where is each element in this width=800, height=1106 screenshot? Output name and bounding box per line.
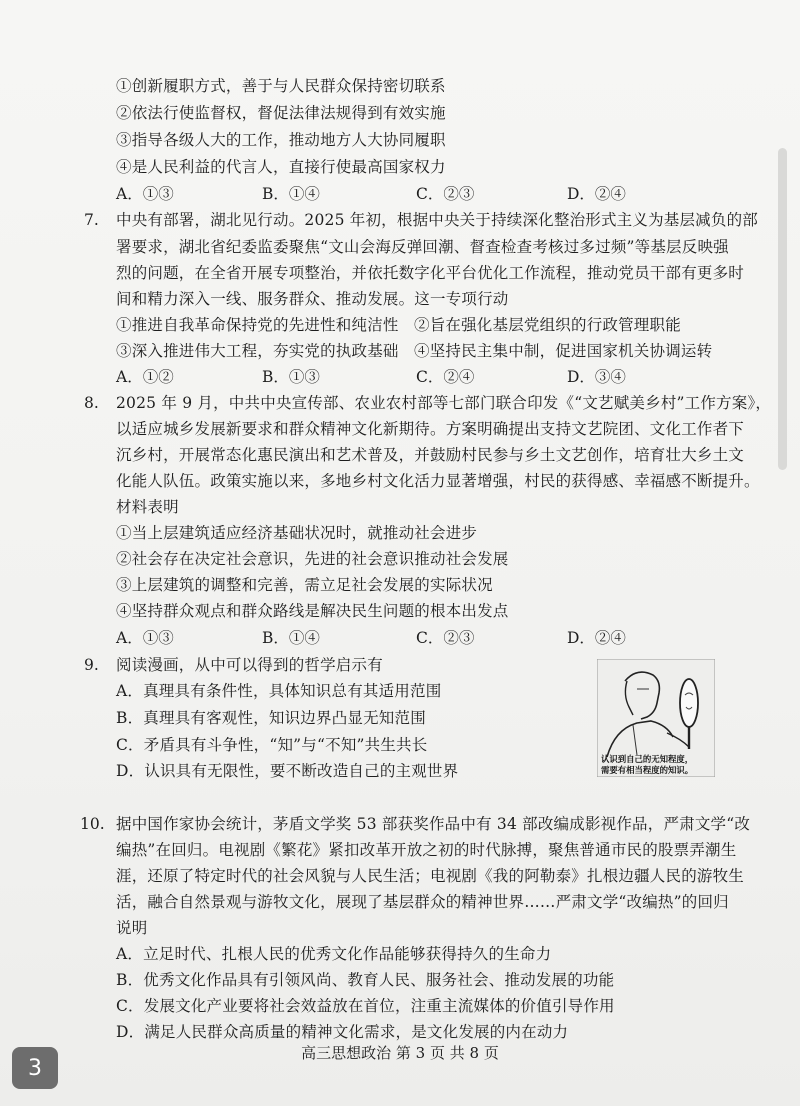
q8-option-c: C．②③ — [416, 629, 475, 647]
q8-stem-line: 材料表明 — [116, 498, 179, 516]
q8-option-d: D．②④ — [567, 629, 626, 647]
q8-statement-2: ②社会存在决定社会意识，先进的社会意识推动社会发展 — [116, 550, 509, 568]
q6-option-c: C．②③ — [416, 185, 475, 203]
q8-stem-line: 以适应城乡发展新要求和群众精神文化新期待。方案明确提出支持文艺院团、文化工作者下 — [116, 420, 745, 438]
q8-stem-line: 沉乡村，开展常态化惠民演出和艺术普及，并鼓励村民参与乡土文艺创作，培育壮大乡土文 — [116, 446, 745, 464]
q6-option-a: A．①③ — [116, 185, 174, 203]
q10-stem-line: 说明 — [116, 919, 148, 937]
q7-statement-1: ①推进自我革命保持党的先进性和纯洁性 — [116, 316, 399, 334]
q7-stem-line: 烈的问题，在全省开展专项整治，并依托数字化平台优化工作流程，推动党员干部有更多时 — [116, 264, 745, 282]
q10-option-a: A．立足时代、扎根人民的优秀文化作品能够获得持久的生命力 — [116, 945, 552, 963]
q9-stem: 阅读漫画，从中可以得到的哲学启示有 — [116, 656, 383, 674]
q7-stem-line: 间和精力深入一线、服务群众、推动发展。这一专项行动 — [116, 290, 509, 308]
q8-stem-line: 2025 年 9 月，中共中央宣传部、农业农村部等七部门联合印发《“文艺赋美乡村”工作方案》， — [116, 394, 772, 412]
q6-statement-4: ④是人民利益的代言人，直接行使最高国家权力 — [116, 158, 446, 176]
q8-stem-line: 化能人队伍。政策实施以来，多地乡村文化活力显著增强，村民的获得感、幸福感不断提升。 — [116, 472, 760, 490]
q8-statement-4: ④坚持群众观点和群众路线是解决民生问题的根本出发点 — [116, 602, 509, 620]
q7-statement-2: ②旨在强化基层党组织的行政管理职能 — [414, 316, 681, 334]
q7-number: 7. — [84, 211, 99, 229]
comic-caption-line-1: 认识到自己的无知程度， — [601, 754, 694, 764]
q9-number: 9. — [84, 656, 99, 674]
q6-statement-3: ③指导各级人大的工作，推动地方人大协同履职 — [116, 131, 446, 149]
q6-statement-2: ②依法行使监督权，督促法律法规得到有效实施 — [116, 104, 446, 122]
comic-illustration — [597, 659, 715, 777]
q7-option-a: A．①② — [116, 368, 174, 386]
q9-option-c: C．矛盾具有斗争性，“知”与“不知”共生共长 — [116, 736, 428, 754]
q10-number: 10. — [80, 815, 105, 833]
q10-stem-line: 据中国作家协会统计，茅盾文学奖 53 部获奖作品中有 34 部改编成影视作品，严肃文学“改 — [116, 815, 751, 833]
q7-statement-3: ③深入推进伟大工程，夯实党的执政基础 — [116, 342, 399, 360]
q7-option-b: B．①③ — [262, 368, 320, 386]
q7-statement-4: ④坚持民主集中制，促进国家机关协调运转 — [414, 342, 713, 360]
q8-option-b: B．①④ — [262, 629, 320, 647]
q6-statement-1: ①创新履职方式，善于与人民群众保持密切联系 — [116, 77, 446, 95]
q9-option-a: A．真理具有条件性，具体知识总有其适用范围 — [116, 682, 442, 700]
q10-option-c: C．发展文化产业要将社会效益放在首位，注重主流媒体的价值引导作用 — [116, 997, 615, 1015]
vertical-scrollbar[interactable] — [778, 148, 787, 470]
q10-option-b: B．优秀文化作品具有引领风尚、教育人民、服务社会、推动发展的功能 — [116, 971, 615, 989]
q8-number: 8. — [84, 394, 99, 412]
q9-comic — [597, 659, 715, 777]
q9-option-b: B．真理具有客观性，知识边界凸显无知范围 — [116, 709, 426, 727]
q10-stem-line: 活，融合自然景观与游牧文化，展现了基层群众的精神世界……严肃文学“改编热”的回归 — [116, 893, 729, 911]
q6-option-b: B．①④ — [262, 185, 320, 203]
q7-stem-line: 署要求，湖北省纪委监委聚焦“文山会海反弹回潮、督查检查考核过多过频”等基层反映强 — [116, 238, 729, 256]
q10-stem-line: 涯，还原了特定时代的社会风貌与人民生活；电视剧《我的阿勒泰》扎根边疆人民的游牧生 — [116, 867, 745, 885]
q8-statement-3: ③上层建筑的调整和完善，需立足社会发展的实际状况 — [116, 576, 493, 594]
q8-option-a: A．①③ — [116, 629, 174, 647]
page-footer: 高三思想政治 第 3 页 共 8 页 — [301, 1044, 499, 1062]
q7-option-d: D．③④ — [567, 368, 626, 386]
q10-stem-line: 编热”在回归。电视剧《繁花》紧扣改革开放之初的时代脉搏，聚焦普通市民的股票弄潮生 — [116, 841, 737, 859]
page-number-badge[interactable]: 3 — [12, 1047, 58, 1089]
q8-statement-1: ①当上层建筑适应经济基础状况时，就推动社会进步 — [116, 524, 478, 542]
q9-option-d: D．认识具有无限性，要不断改造自己的主观世界 — [116, 762, 459, 780]
q6-option-d: D．②④ — [567, 185, 626, 203]
q10-option-d: D．满足人民群众高质量的精神文化需求，是文化发展的内在动力 — [116, 1023, 569, 1041]
q7-stem-line: 中央有部署，湖北见行动。2025 年初，根据中央关于持续深化整治形式主义为基层减负的部 — [116, 211, 758, 229]
comic-caption-line-2: 需要有相当程度的知识。 — [601, 765, 694, 775]
q7-option-c: C．②④ — [416, 368, 475, 386]
